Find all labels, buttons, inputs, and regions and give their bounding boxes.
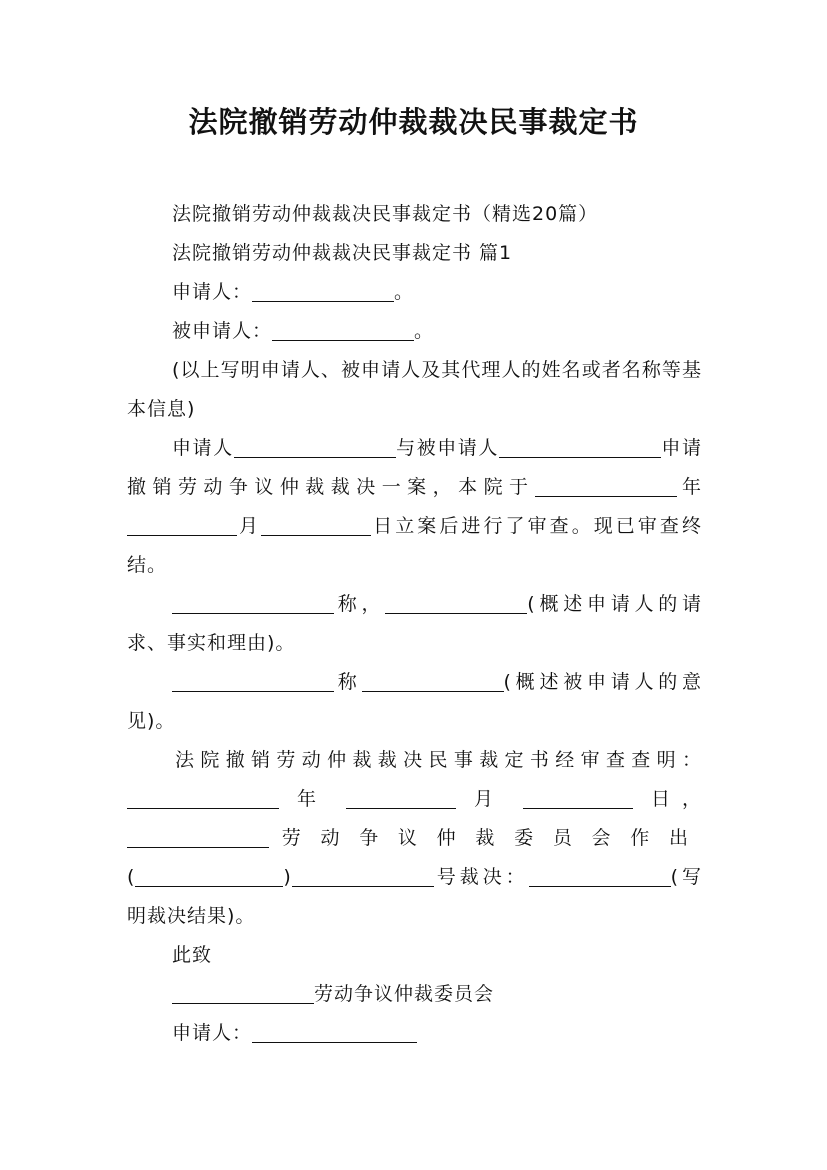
respondent-name-blank — [499, 437, 661, 458]
findings-line-4 — [127, 858, 702, 936]
findings-line-3 — [127, 819, 702, 858]
document-title: 法院撤销劳动仲裁裁决民事裁定书 — [188, 105, 639, 139]
day-blank — [261, 515, 371, 536]
text-fragment: 日立案后进行了审查。现已审查终结。 — [127, 515, 702, 576]
text-fragment: ) — [283, 866, 292, 888]
committee-line — [127, 975, 702, 1014]
document-body — [127, 195, 702, 1053]
respondent-blank — [172, 671, 334, 692]
respondent-line — [127, 312, 702, 351]
respondent-label: 被申请人： — [172, 320, 273, 342]
claim-blank — [385, 593, 527, 614]
applicant-label: 申请人： — [172, 1022, 253, 1044]
findings-line-2 — [127, 780, 702, 819]
text-fragment: 劳动争议仲裁委员会作出 — [281, 827, 702, 849]
text-fragment: 申请撤销劳动争议仲裁裁决一案，本院于 — [127, 437, 702, 498]
text-fragment: 月 — [237, 515, 262, 537]
text-fragment: 申请人 — [172, 437, 234, 459]
committee-name-blank — [172, 983, 314, 1004]
applicant-blank — [252, 281, 394, 302]
paragraph-applicant-claim — [127, 585, 702, 663]
salutation: 此致 — [172, 944, 213, 966]
note-paragraph: (以上写明申请人、被申请人及其代理人的姓名或者名称等基本信息) — [127, 359, 702, 420]
text-fragment: ( — [127, 866, 136, 888]
section-heading: 法院撤销劳动仲裁裁决民事裁定书 篇1 — [172, 242, 513, 264]
findings-line-1 — [127, 741, 702, 780]
text-fragment: 与被申请人 — [395, 437, 499, 459]
period: 。 — [414, 320, 435, 342]
applicant-name-blank — [234, 437, 396, 458]
text-fragment: 称， — [334, 593, 386, 615]
paragraph-case-filing — [127, 429, 702, 585]
day-blank — [523, 788, 633, 809]
applicant-line — [127, 273, 702, 312]
text-fragment: (概述申请人的请求、事实和理由)。 — [127, 593, 702, 654]
month-blank — [127, 515, 237, 536]
text-fragment: 法院撤销劳动仲裁裁决民事裁定书经审查查明： — [175, 749, 702, 771]
case-year-blank — [135, 866, 283, 887]
text-fragment: 劳动争议仲裁委员会 — [314, 983, 495, 1005]
subtitle: 法院撤销劳动仲裁裁决民事裁定书（精选20篇） — [172, 203, 599, 225]
signature-applicant-line — [127, 1014, 702, 1053]
respondent-blank — [272, 320, 414, 341]
period: 。 — [394, 281, 415, 303]
paragraph-respondent-opinion — [127, 663, 702, 741]
text-fragment: 日， — [651, 788, 702, 810]
text-fragment: 年 — [676, 476, 702, 498]
year-blank — [127, 788, 279, 809]
case-number-blank — [292, 866, 434, 887]
award-result-blank — [529, 866, 671, 887]
opinion-blank — [362, 671, 504, 692]
text-fragment: 号裁决： — [433, 866, 529, 888]
committee-blank — [127, 827, 269, 848]
year-blank — [535, 476, 677, 497]
text-fragment: (写明裁决结果)。 — [127, 866, 702, 927]
text-fragment: 称 — [334, 671, 362, 693]
applicant-label: 申请人： — [172, 281, 253, 303]
applicant-signature-blank — [252, 1022, 417, 1043]
paragraph-findings — [127, 741, 702, 936]
text-fragment: 月 — [474, 788, 505, 810]
applicant-blank — [172, 593, 334, 614]
text-fragment: 年 — [297, 788, 328, 810]
month-blank — [346, 788, 456, 809]
text-fragment: (概述被申请人的意见)。 — [127, 671, 702, 732]
